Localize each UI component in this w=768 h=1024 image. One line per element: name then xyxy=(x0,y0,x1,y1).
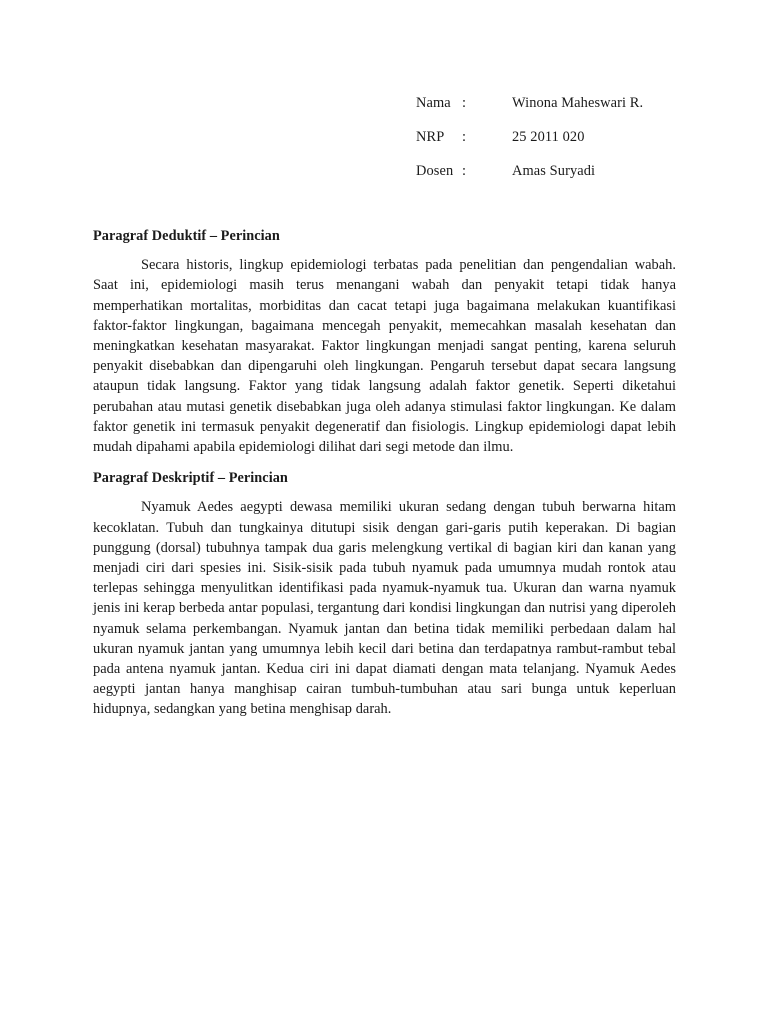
identity-colon-nrp: : xyxy=(462,129,467,145)
identity-value-nama: Winona Maheswari R. xyxy=(512,95,644,111)
section-spacer xyxy=(93,457,676,468)
section-paragraph-deskriptif: Nyamuk Aedes aegypti dewasa memiliki ukuran sedang dengan tubuh berwarna hitam kecoklatan. Tubuh dan tungkainya ditutupi sisik dengan gari-garis putih keperakan. Di bagian punggung (dorsal) tubuhnya tampak dua garis melengkung vertikal di bagian kiri dan kanan yang menjadi ciri dari spesies ini. Sisik-sisik pada tubuh nyamuk pada umumnya mudah rontok atau terlepas sehingga menyulitkan identifikasi pada nyamuk-nyamuk tua. Ukuran dan warna nyamuk jenis ini kerap berbeda antar populasi, tergantung dari kondisi lingkungan dan nutrisi yang diperoleh nyamuk selama perkembangan. Nyamuk jantan dan betina tidak memiliki perbedaan dalam hal ukuran nyamuk jantan yang umumnya lebih kecil dari betina dan terdapatnya rambut-rambut tebal pada antena nyamuk jantan. Kedua ciri ini dapat diamati dengan mata telanjang. Nyamuk Aedes aegypti jantan hanya manghisap cairan tumbuh-tumbuhan atau sari bunga untuk keperluan hidupnya, sedangkan yang betina menghisap darah. xyxy=(93,499,676,718)
identity-row-nama xyxy=(416,86,716,120)
identity-label-nrp: NRP xyxy=(416,129,445,145)
identity-value-nrp: 25 2011 020 xyxy=(512,129,585,145)
identity-row-dosen xyxy=(416,154,716,188)
document-body xyxy=(93,226,676,720)
identity-colon-nama: : xyxy=(462,95,467,111)
identity-block xyxy=(416,86,716,188)
section-heading-deduktif: Paragraf Deduktif – Perincian xyxy=(93,228,280,244)
identity-value-dosen: Amas Suryadi xyxy=(512,163,596,179)
identity-label-dosen: Dosen xyxy=(416,163,454,179)
section-heading-deskriptif: Paragraf Deskriptif – Perincian xyxy=(93,470,288,487)
section-paragraph-deduktif: Secara historis, lingkup epidemiologi terbatas pada penelitian dan pengendalian wabah. Saat ini, epidemiologi masih terus menangani wabah dan penyakit tetapi tidak hanya memperhatikan mortalitas, morbiditas dan cacat tetapi juga bagaimana melakukan kuantifikasi faktor-faktor lingkungan, bagaimana mencegah penyakit, memecahkan masalah kesehatan dan meningkatkan kesehatan masyarakat. Faktor lingkungan menjadi sangat penting, karena seluruh penyakit disebabkan dan dipengaruhi oleh lingkungan. Pengaruh tersebut dapat secara langsung ataupun tidak langsung. Faktor yang tidak langsung adalah faktor genetik. Seperti diketahui perubahan atau mutasi genetik disebabkan juga oleh adanya stimulasi faktor lingkungan. Ke dalam faktor genetik ini termasuk penyakit degeneratif dan fisiologis. Lingkup epidemiologi dapat lebih mudah dipahami apabila epidemiologi dilihat dari segi metode dan ilmu. xyxy=(93,257,676,456)
identity-colon-dosen: : xyxy=(462,163,467,179)
identity-row-nrp xyxy=(416,120,716,154)
identity-label-nama: Nama xyxy=(416,95,451,111)
